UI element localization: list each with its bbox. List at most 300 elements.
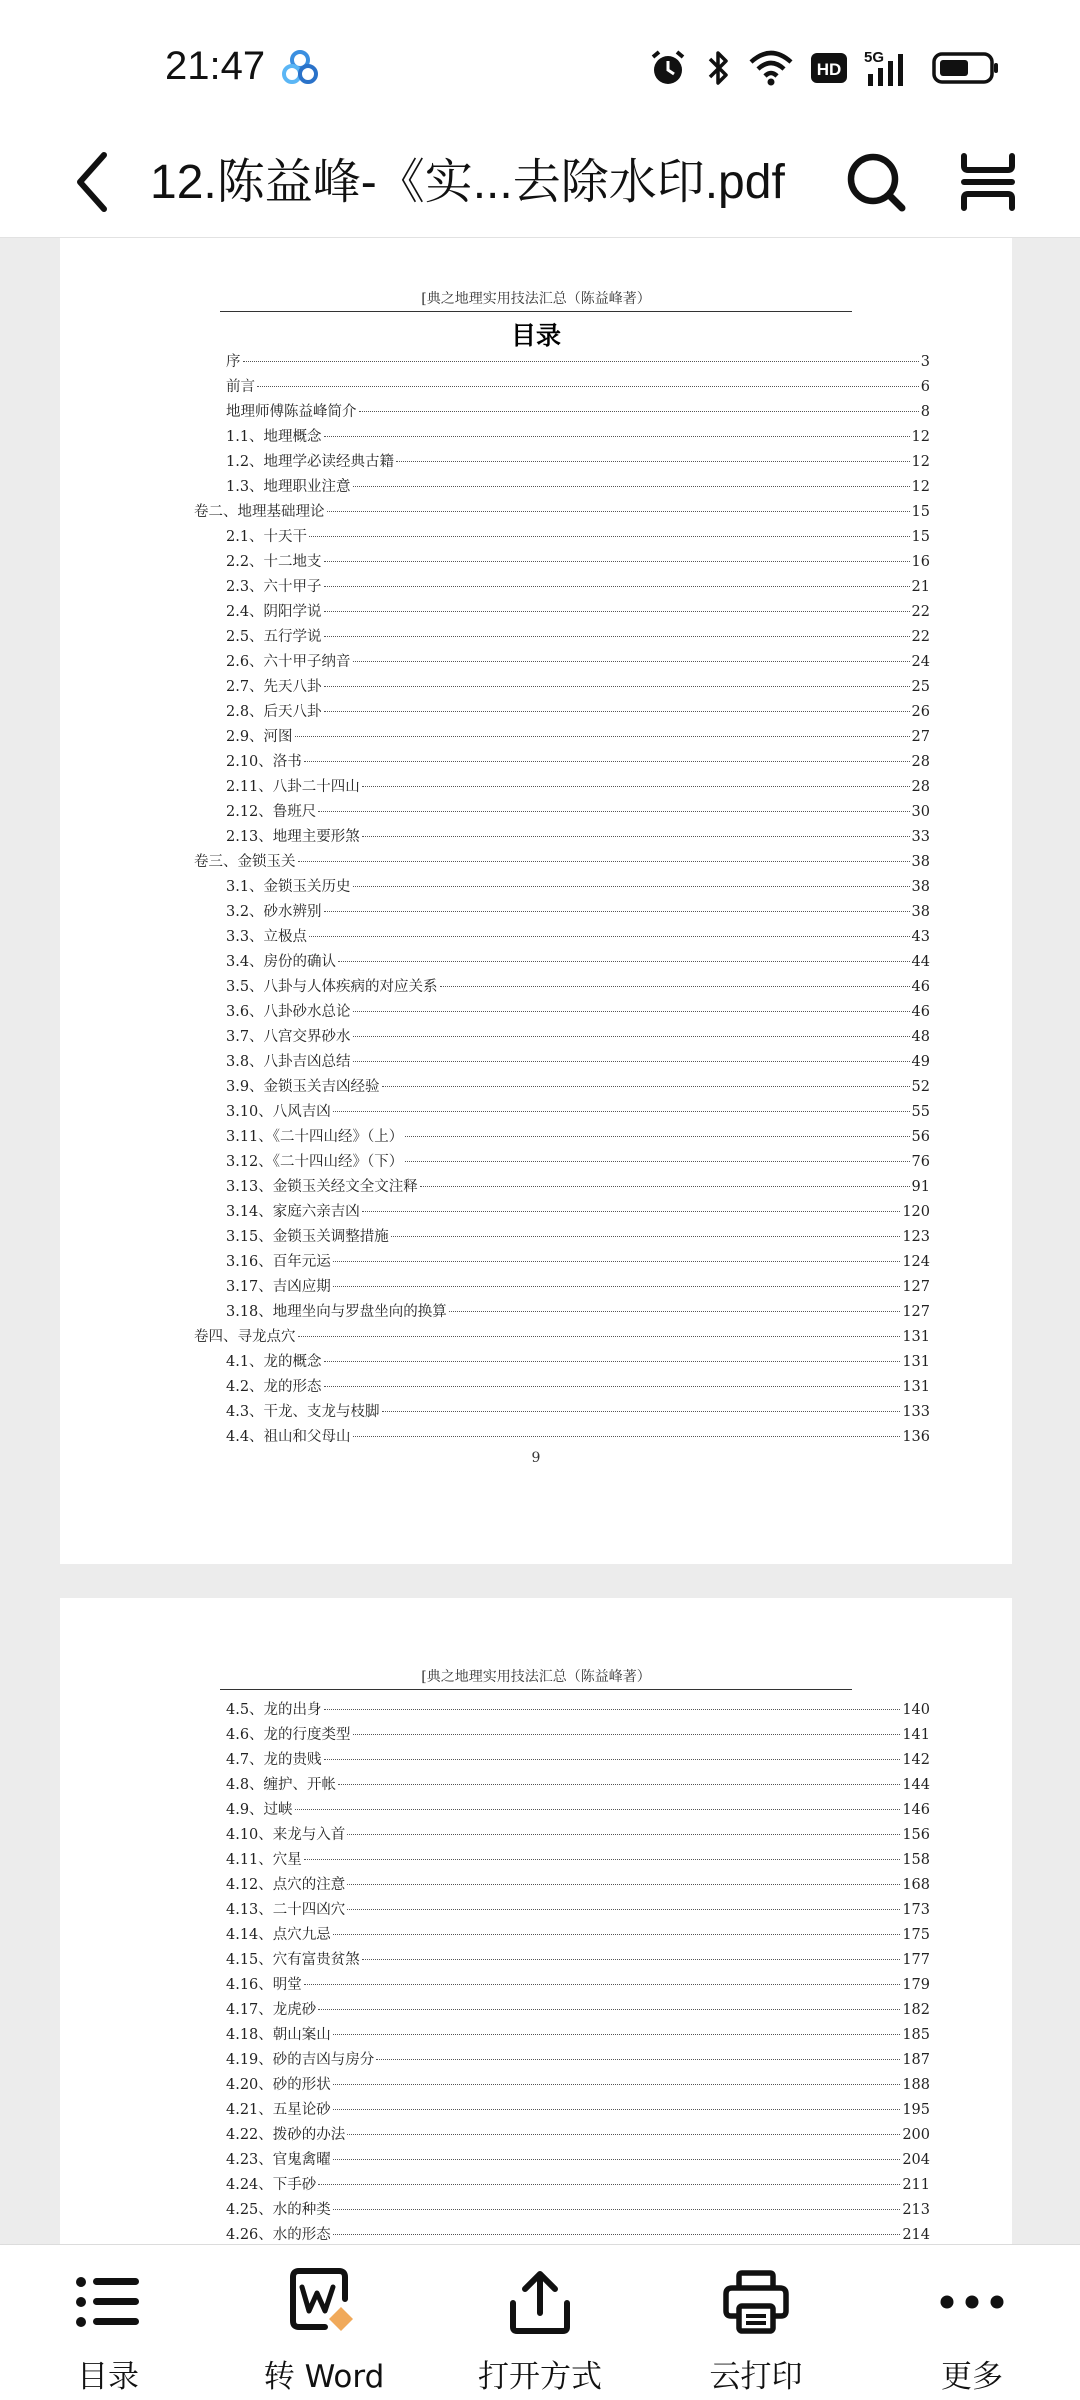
dot-leader bbox=[333, 2209, 901, 2210]
toc-entry-label: 4.17、龙虎砂 bbox=[226, 2002, 317, 2018]
toc-entry[interactable] bbox=[194, 1773, 930, 1798]
toc-entry-page: 30 bbox=[911, 804, 930, 820]
toc-entry-page: 43 bbox=[911, 929, 930, 945]
dot-leader bbox=[353, 1734, 901, 1735]
toc-entry-label: 3.10、八风吉凶 bbox=[226, 1104, 331, 1120]
toc-entry-page: 141 bbox=[902, 1727, 930, 1743]
toc-entry-label: 4.16、明堂 bbox=[226, 1977, 302, 1993]
dot-leader bbox=[324, 911, 910, 912]
toc-entry[interactable] bbox=[194, 1998, 930, 2023]
open-with-label: 打开方式 bbox=[478, 2359, 602, 2395]
dot-leader bbox=[333, 1261, 901, 1262]
toc-entry-label: 2.1、十天干 bbox=[226, 529, 308, 545]
toc-entry[interactable] bbox=[194, 1150, 930, 1175]
toc-entry-page: 213 bbox=[902, 2202, 930, 2218]
toc-entry-label: 2.4、阴阳学说 bbox=[226, 604, 322, 620]
word-convert-icon bbox=[289, 2267, 359, 2337]
dot-leader bbox=[298, 1336, 901, 1337]
dot-leader bbox=[324, 1709, 901, 1710]
toc-entry-page: 168 bbox=[902, 1877, 930, 1893]
toc-entry-page: 173 bbox=[902, 1902, 930, 1918]
dot-leader bbox=[353, 1011, 910, 1012]
dot-leader bbox=[382, 1411, 901, 1412]
toc-entry-label: 2.5、五行学说 bbox=[226, 629, 322, 645]
bluetooth-icon bbox=[704, 48, 732, 88]
toc-entry[interactable] bbox=[194, 475, 930, 500]
dot-leader bbox=[376, 2059, 900, 2060]
toc-entry-page: 24 bbox=[911, 654, 930, 670]
toc-entry-page: 158 bbox=[902, 1852, 930, 1868]
toc-heading: 目录 bbox=[510, 321, 561, 350]
toc-entry[interactable] bbox=[194, 1948, 930, 1973]
toc-entry[interactable] bbox=[194, 750, 930, 775]
dot-leader bbox=[353, 1436, 901, 1437]
dot-leader bbox=[257, 386, 919, 387]
toc-entry-label: 2.2、十二地支 bbox=[226, 554, 322, 570]
search-icon bbox=[844, 150, 908, 214]
toc-entry[interactable] bbox=[194, 675, 930, 700]
dot-leader bbox=[324, 586, 910, 587]
toc-button-label: 目录 bbox=[77, 2359, 139, 2395]
toc-entry[interactable] bbox=[194, 1823, 930, 1848]
toc-entry-label: 3.15、金锁玉关调整措施 bbox=[226, 1229, 389, 1245]
reading-mode-button[interactable] bbox=[950, 144, 1026, 220]
dot-leader bbox=[405, 1161, 909, 1162]
dot-leader bbox=[333, 2109, 901, 2110]
toc-entry[interactable] bbox=[194, 2123, 930, 2148]
share-icon bbox=[505, 2267, 575, 2337]
status-bar bbox=[0, 0, 1080, 130]
wifi-icon bbox=[748, 48, 794, 88]
dot-leader bbox=[333, 2234, 901, 2235]
toc-entry-label: 3.12、《二十四山经》（下） bbox=[226, 1154, 404, 1170]
toc-entry-page: 91 bbox=[911, 1179, 930, 1195]
toc-entry-label: 3.13、金锁玉关经文全文注释 bbox=[226, 1179, 418, 1195]
toc-entry-page: 38 bbox=[911, 879, 930, 895]
dot-leader bbox=[333, 2159, 901, 2160]
dot-leader bbox=[333, 1286, 901, 1287]
toc-entry-page: 38 bbox=[911, 854, 930, 870]
toc-entry-page: 12 bbox=[911, 454, 930, 470]
toc-entry-page: 22 bbox=[911, 604, 930, 620]
toc-entry-page: 52 bbox=[911, 1079, 930, 1095]
toc-entry-label: 3.7、八宫交界砂水 bbox=[226, 1029, 351, 1045]
toc-entry-page: 28 bbox=[911, 779, 930, 795]
dot-leader bbox=[338, 1784, 900, 1785]
toc-entry[interactable] bbox=[194, 1973, 930, 1998]
toc-entry[interactable] bbox=[194, 1873, 930, 1898]
toc-entry[interactable] bbox=[194, 1225, 930, 1250]
dot-leader bbox=[449, 1311, 901, 1312]
toc-entry[interactable] bbox=[194, 600, 930, 625]
toc-entry-label: 4.5、龙的出身 bbox=[226, 1702, 322, 1718]
toc-entry[interactable] bbox=[194, 625, 930, 650]
toc-entry-page: 8 bbox=[920, 404, 930, 420]
dot-leader bbox=[324, 711, 910, 712]
toc-entry[interactable] bbox=[194, 800, 930, 825]
dot-leader bbox=[333, 1111, 910, 1112]
page-number: 9 bbox=[531, 1450, 541, 1466]
dot-leader bbox=[295, 736, 910, 737]
toc-entry[interactable] bbox=[194, 650, 930, 675]
toc-entry-label: 序 bbox=[226, 354, 241, 370]
toc-entry[interactable] bbox=[194, 1075, 930, 1100]
toc-entry[interactable] bbox=[194, 1050, 930, 1075]
pdf-viewer[interactable] bbox=[0, 238, 1080, 2244]
chevron-left-icon bbox=[72, 151, 112, 213]
toc-entry[interactable] bbox=[194, 2098, 930, 2123]
toc-entry[interactable] bbox=[194, 2173, 930, 2198]
dot-leader bbox=[353, 486, 910, 487]
toc-entry[interactable] bbox=[194, 2223, 930, 2244]
toc-entry-label: 4.21、五星论砂 bbox=[226, 2102, 331, 2118]
toc-entry-page: 12 bbox=[911, 429, 930, 445]
toc-entry-page: 33 bbox=[911, 829, 930, 845]
convert-word-label: 转 Word bbox=[263, 2359, 385, 2395]
toc-entry-page: 25 bbox=[911, 679, 930, 695]
toc-entry[interactable] bbox=[194, 1375, 930, 1400]
toc-entry-page: 133 bbox=[902, 1404, 930, 1420]
toc-entry-page: 195 bbox=[902, 2102, 930, 2118]
dot-leader bbox=[243, 361, 919, 362]
toc-entry-page: 21 bbox=[911, 579, 930, 595]
toc-entry-label: 3.17、吉凶应期 bbox=[226, 1279, 331, 1295]
toc-entry-label: 2.13、地理主要形煞 bbox=[226, 829, 360, 845]
toc-entry-page: 38 bbox=[911, 904, 930, 920]
dot-leader bbox=[347, 1834, 900, 1835]
dot-leader bbox=[304, 761, 910, 762]
toc-entry-page: 142 bbox=[902, 1752, 930, 1768]
toc-entry[interactable] bbox=[194, 875, 930, 900]
toc-entry[interactable] bbox=[194, 1275, 930, 1300]
toc-entry-page: 22 bbox=[911, 629, 930, 645]
dot-leader bbox=[347, 1909, 900, 1910]
dot-leader bbox=[333, 2084, 901, 2085]
toc-entry[interactable] bbox=[194, 2048, 930, 2073]
alarm-icon bbox=[648, 48, 688, 88]
dot-leader bbox=[324, 436, 910, 437]
toc-entry-label: 4.4、祖山和父母山 bbox=[226, 1429, 351, 1445]
toc-entry-page: 46 bbox=[911, 979, 930, 995]
dot-leader bbox=[440, 986, 910, 987]
toc-entry[interactable] bbox=[194, 1350, 930, 1375]
toc-entry-page: 3 bbox=[920, 354, 930, 370]
toc-entry[interactable] bbox=[194, 1923, 930, 1948]
dot-leader bbox=[295, 1809, 901, 1810]
toc-entry-label: 2.9、河图 bbox=[226, 729, 293, 745]
pdf-page-9 bbox=[60, 238, 1012, 1564]
toc-entry-page: 211 bbox=[902, 2177, 930, 2193]
toc-entry[interactable] bbox=[194, 425, 930, 450]
hd-badge bbox=[810, 51, 848, 85]
toc-entry[interactable] bbox=[194, 1898, 930, 1923]
toc-entry-page: 144 bbox=[902, 1777, 930, 1793]
toc-entry-page: 188 bbox=[902, 2077, 930, 2093]
toc-list bbox=[194, 1698, 930, 2244]
toc-entry-label: 卷二、地理基础理论 bbox=[194, 504, 325, 520]
toc-entry[interactable] bbox=[194, 2023, 930, 2048]
toc-entry[interactable] bbox=[194, 975, 930, 1000]
toc-entry-page: 56 bbox=[911, 1129, 930, 1145]
toc-entry-page: 179 bbox=[902, 1977, 930, 1993]
toc-entry-label: 2.10、洛书 bbox=[226, 754, 302, 770]
toc-entry[interactable] bbox=[194, 500, 930, 525]
open-with-button[interactable] bbox=[432, 2245, 648, 2400]
dot-leader bbox=[324, 686, 910, 687]
toc-entry-label: 4.14、点穴九忌 bbox=[226, 1927, 331, 1943]
toc-entry[interactable] bbox=[194, 1848, 930, 1873]
dot-leader bbox=[324, 636, 910, 637]
toc-entry-page: 76 bbox=[911, 1154, 930, 1170]
dot-leader bbox=[327, 511, 910, 512]
toc-entry[interactable] bbox=[194, 950, 930, 975]
toc-entry-label: 3.8、八卦吉凶总结 bbox=[226, 1054, 351, 1070]
toc-entry-page: 12 bbox=[911, 479, 930, 495]
toc-entry-label: 1.2、地理学必读经典古籍 bbox=[226, 454, 395, 470]
toc-entry-label: 4.7、龙的贵贱 bbox=[226, 1752, 322, 1768]
toc-entry-page: 55 bbox=[911, 1104, 930, 1120]
toc-entry[interactable] bbox=[194, 700, 930, 725]
toc-entry[interactable] bbox=[194, 825, 930, 850]
toc-entry[interactable] bbox=[194, 375, 930, 400]
toc-entry-label: 4.22、拨砂的办法 bbox=[226, 2127, 346, 2143]
toc-entry-label: 地理师傅陈益峰简介 bbox=[226, 404, 357, 420]
dot-leader bbox=[304, 1984, 901, 1985]
toc-entry-page: 200 bbox=[902, 2127, 930, 2143]
toc-entry[interactable] bbox=[194, 1250, 930, 1275]
toc-entry-label: 2.6、六十甲子纳音 bbox=[226, 654, 351, 670]
dot-leader bbox=[324, 1361, 901, 1362]
dot-leader bbox=[324, 611, 910, 612]
toc-entry[interactable] bbox=[194, 925, 930, 950]
toc-entry[interactable] bbox=[194, 1175, 930, 1200]
toc-entry[interactable] bbox=[194, 400, 930, 425]
toc-entry[interactable] bbox=[194, 1400, 930, 1425]
toc-entry-page: 204 bbox=[902, 2152, 930, 2168]
toc-entry[interactable] bbox=[194, 350, 930, 375]
dot-leader bbox=[382, 1086, 910, 1087]
toc-entry-page: 131 bbox=[902, 1329, 930, 1345]
dot-leader bbox=[405, 1136, 909, 1137]
toc-entry-label: 3.14、家庭六亲吉凶 bbox=[226, 1204, 360, 1220]
toc-entry-page: 177 bbox=[902, 1952, 930, 1968]
toc-entry-page: 15 bbox=[911, 504, 930, 520]
toc-entry-label: 2.8、后天八卦 bbox=[226, 704, 322, 720]
toc-entry-label: 1.1、地理概念 bbox=[226, 429, 322, 445]
toc-entry-page: 187 bbox=[902, 2052, 930, 2068]
toc-entry[interactable] bbox=[194, 1723, 930, 1748]
toc-entry[interactable] bbox=[194, 850, 930, 875]
cloud-print-label: 云打印 bbox=[709, 2359, 803, 2395]
toc-entry-label: 4.20、砂的形状 bbox=[226, 2077, 331, 2093]
toc-entry-label: 4.6、龙的行度类型 bbox=[226, 1727, 351, 1743]
toc-entry-page: 6 bbox=[920, 379, 930, 395]
search-button[interactable] bbox=[838, 144, 914, 220]
fold-menu-icon bbox=[958, 152, 1018, 212]
toc-entry-page: 156 bbox=[902, 1827, 930, 1843]
toc-entry-label: 2.3、六十甲子 bbox=[226, 579, 322, 595]
dot-leader bbox=[359, 411, 919, 412]
dot-leader bbox=[338, 961, 909, 962]
more-button[interactable] bbox=[864, 2245, 1080, 2400]
toc-entry-page: 48 bbox=[911, 1029, 930, 1045]
toc-entry[interactable] bbox=[194, 1798, 930, 1823]
toc-entry-page: 124 bbox=[902, 1254, 930, 1270]
toc-entry-page: 28 bbox=[911, 754, 930, 770]
toc-entry-page: 127 bbox=[902, 1279, 930, 1295]
toc-entry[interactable] bbox=[194, 450, 930, 475]
document-title: 12.陈益峰-《实...去除水印.pdf bbox=[150, 156, 785, 209]
dot-leader bbox=[396, 461, 909, 462]
toc-entry-label: 4.8、缠护、开帐 bbox=[226, 1777, 337, 1793]
toc-entry[interactable] bbox=[194, 2198, 930, 2223]
dot-leader bbox=[333, 1934, 901, 1935]
toc-entry-label: 2.11、八卦二十四山 bbox=[226, 779, 360, 795]
toc-entry[interactable] bbox=[194, 1200, 930, 1225]
toc-entry-label: 4.18、朝山案山 bbox=[226, 2027, 331, 2043]
toc-entry-label: 4.25、水的种类 bbox=[226, 2202, 331, 2218]
toc-entry-page: 182 bbox=[902, 2002, 930, 2018]
toc-entry-label: 4.2、龙的形态 bbox=[226, 1379, 322, 1395]
toc-entry[interactable] bbox=[194, 525, 930, 550]
toc-entry-page: 146 bbox=[902, 1802, 930, 1818]
dot-leader bbox=[318, 811, 909, 812]
toc-entry-page: 175 bbox=[902, 1927, 930, 1943]
toc-entry-label: 4.15、穴有富贵贫煞 bbox=[226, 1952, 360, 1968]
toc-entry-label: 4.9、过峡 bbox=[226, 1802, 293, 1818]
toc-entry[interactable] bbox=[194, 1698, 930, 1723]
app-header bbox=[0, 130, 1080, 238]
status-time: 21:47 bbox=[165, 44, 266, 88]
toc-entry[interactable] bbox=[194, 775, 930, 800]
toc-entry-label: 卷三、金锁玉关 bbox=[194, 854, 296, 870]
toc-entry-page: 123 bbox=[902, 1229, 930, 1245]
dot-leader bbox=[318, 2009, 900, 2010]
toc-entry-label: 4.19、砂的吉凶与房分 bbox=[226, 2052, 375, 2068]
toc-entry[interactable] bbox=[194, 2148, 930, 2173]
toc-entry-page: 26 bbox=[911, 704, 930, 720]
more-dots-icon bbox=[937, 2267, 1007, 2337]
dot-leader bbox=[353, 1061, 910, 1062]
toc-entry-page: 49 bbox=[911, 1054, 930, 1070]
pdf-page-10 bbox=[60, 1598, 1012, 2244]
toc-entry[interactable] bbox=[194, 1325, 930, 1350]
dot-leader bbox=[353, 661, 910, 662]
svg-text:HD: HD bbox=[816, 60, 842, 79]
toc-entry-label: 3.9、金锁玉关吉凶经验 bbox=[226, 1079, 380, 1095]
toc-entry-page: 214 bbox=[902, 2227, 930, 2243]
toc-entry-label: 4.11、穴星 bbox=[226, 1852, 302, 1868]
toc-entry-page: 15 bbox=[911, 529, 930, 545]
back-button[interactable] bbox=[62, 142, 122, 222]
dot-leader bbox=[333, 2034, 901, 2035]
dot-leader bbox=[362, 1211, 901, 1212]
list-icon bbox=[73, 2267, 143, 2337]
toc-entry[interactable] bbox=[194, 1425, 930, 1450]
toc-entry[interactable] bbox=[194, 550, 930, 575]
toc-entry-label: 2.7、先天八卦 bbox=[226, 679, 322, 695]
app-notification-icon bbox=[280, 48, 320, 88]
printer-icon bbox=[721, 2267, 791, 2337]
dot-leader bbox=[420, 1186, 910, 1187]
svg-text:5G: 5G bbox=[864, 49, 885, 66]
dot-leader bbox=[347, 2134, 900, 2135]
toc-entry-label: 4.12、点穴的注意 bbox=[226, 1877, 346, 1893]
toc-entry[interactable] bbox=[194, 1125, 930, 1150]
toc-entry-label: 4.13、二十四凶穴 bbox=[226, 1902, 346, 1918]
toc-button[interactable] bbox=[0, 2245, 216, 2400]
dot-leader bbox=[324, 1386, 901, 1387]
dot-leader bbox=[347, 1884, 900, 1885]
convert-word-button[interactable] bbox=[216, 2245, 432, 2400]
toc-entry-label: 4.24、下手砂 bbox=[226, 2177, 317, 2193]
running-header: [典之地理实用技法汇总（陈益峰著） bbox=[220, 1666, 852, 1690]
dot-leader bbox=[324, 561, 910, 562]
toc-entry-page: 120 bbox=[902, 1204, 930, 1220]
dot-leader bbox=[353, 1036, 910, 1037]
toc-entry[interactable] bbox=[194, 1000, 930, 1025]
cellular-signal-icon bbox=[864, 48, 916, 88]
toc-entry-label: 卷四、寻龙点穴 bbox=[194, 1329, 296, 1345]
toc-entry-page: 27 bbox=[911, 729, 930, 745]
toc-entry[interactable] bbox=[194, 725, 930, 750]
dot-leader bbox=[391, 1236, 901, 1237]
dot-leader bbox=[353, 886, 910, 887]
toc-entry-label: 3.1、金锁玉关历史 bbox=[226, 879, 351, 895]
dot-leader bbox=[309, 536, 909, 537]
toc-entry-label: 4.3、干龙、支龙与枝脚 bbox=[226, 1404, 380, 1420]
toc-entry-label: 3.18、地理坐向与罗盘坐向的换算 bbox=[226, 1304, 447, 1320]
toc-entry-label: 3.16、百年元运 bbox=[226, 1254, 331, 1270]
toc-entry-page: 16 bbox=[911, 554, 930, 570]
dot-leader bbox=[362, 836, 910, 837]
toc-entry-label: 3.2、砂水辨别 bbox=[226, 904, 322, 920]
toc-entry-label: 1.3、地理职业注意 bbox=[226, 479, 351, 495]
toc-entry[interactable] bbox=[194, 1748, 930, 1773]
toc-entry[interactable] bbox=[194, 1025, 930, 1050]
more-label: 更多 bbox=[941, 2359, 1003, 2395]
toc-entry-page: 46 bbox=[911, 1004, 930, 1020]
toc-entry-label: 前言 bbox=[226, 379, 255, 395]
toc-list bbox=[194, 350, 930, 1450]
toc-entry-label: 3.3、立极点 bbox=[226, 929, 308, 945]
toc-entry-page: 136 bbox=[902, 1429, 930, 1445]
toc-entry-label: 4.10、来龙与入首 bbox=[226, 1827, 346, 1843]
toc-entry-label: 4.1、龙的概念 bbox=[226, 1354, 322, 1370]
toc-entry-label: 3.4、房份的确认 bbox=[226, 954, 337, 970]
cloud-print-button[interactable] bbox=[648, 2245, 864, 2400]
toc-entry-page: 140 bbox=[902, 1702, 930, 1718]
toc-entry[interactable] bbox=[194, 900, 930, 925]
toc-entry-label: 2.12、鲁班尺 bbox=[226, 804, 317, 820]
bottom-toolbar bbox=[0, 2244, 1080, 2400]
toc-entry[interactable] bbox=[194, 1300, 930, 1325]
toc-entry-label: 3.11、《二十四山经》（上） bbox=[226, 1129, 404, 1145]
battery-icon bbox=[932, 51, 1000, 85]
toc-entry[interactable] bbox=[194, 1100, 930, 1125]
toc-entry-page: 131 bbox=[902, 1354, 930, 1370]
toc-entry-label: 4.26、水的形态 bbox=[226, 2227, 331, 2243]
dot-leader bbox=[318, 2184, 900, 2185]
dot-leader bbox=[298, 861, 910, 862]
dot-leader bbox=[362, 1959, 901, 1960]
dot-leader bbox=[324, 1759, 901, 1760]
toc-entry-page: 127 bbox=[902, 1304, 930, 1320]
running-header: [典之地理实用技法汇总（陈益峰著） bbox=[220, 288, 852, 312]
toc-entry-label: 3.6、八卦砂水总论 bbox=[226, 1004, 351, 1020]
toc-entry[interactable] bbox=[194, 575, 930, 600]
toc-entry[interactable] bbox=[194, 2073, 930, 2098]
